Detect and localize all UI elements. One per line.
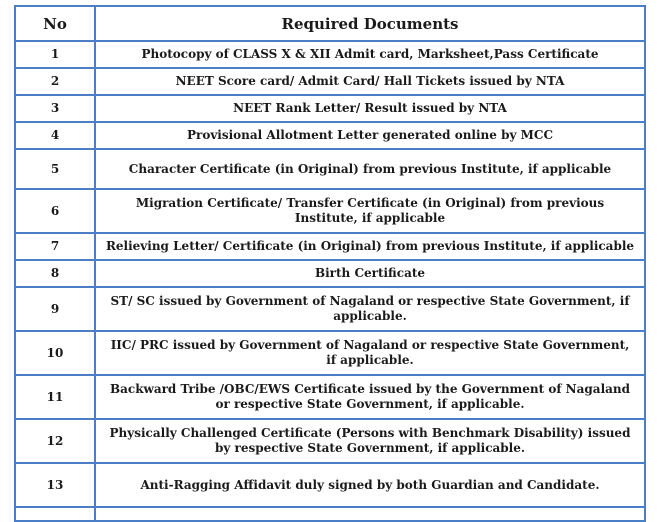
row-number: 1	[15, 41, 95, 68]
table-row	[15, 419, 645, 463]
row-number: 10	[15, 331, 95, 375]
table-row	[15, 233, 645, 260]
row-document: Physically Challenged Certificate (Persons with Benchmark Disability) issued by respective State Government, if applicable.	[95, 419, 645, 463]
row-number: 9	[15, 287, 95, 331]
table-row	[15, 41, 645, 68]
table-row	[15, 95, 645, 122]
table-row	[15, 331, 645, 375]
row-document: NEET Rank Letter/ Result issued by NTA	[95, 95, 645, 122]
header-no: No	[15, 6, 95, 41]
row-number: 3	[15, 95, 95, 122]
row-document: Backward Tribe /OBC/EWS Certificate issued by the Government of Nagaland or respective State Government, if applicable.	[95, 375, 645, 419]
row-document: Photocopy of CLASS X & XII Admit card, Marksheet,Pass Certificate	[95, 41, 645, 68]
row-document: Anti-Ragging Affidavit duly signed by both Guardian and Candidate.	[95, 463, 645, 507]
row-document: Birth Certificate	[95, 260, 645, 287]
row-number: 5	[15, 149, 95, 189]
table-row	[15, 122, 645, 149]
table-row	[15, 287, 645, 331]
row-number: 11	[15, 375, 95, 419]
row-number: 13	[15, 463, 95, 507]
header-required-documents: Required Documents	[95, 6, 645, 41]
row-document: NEET Score card/ Admit Card/ Hall Tickets issued by NTA	[95, 68, 645, 95]
row-number-empty	[15, 507, 95, 521]
table-row	[15, 260, 645, 287]
table-row	[15, 463, 645, 507]
table-row	[15, 375, 645, 419]
required-documents-table	[14, 5, 646, 522]
table-header-row	[15, 6, 645, 41]
table-row-partial	[15, 507, 645, 521]
row-document: Migration Certificate/ Transfer Certificate (in Original) from previous Institute, if applicable	[95, 189, 645, 233]
table-row	[15, 68, 645, 95]
row-document: IIC/ PRC issued by Government of Nagaland or respective State Government, if applicable.	[95, 331, 645, 375]
table-row	[15, 149, 645, 189]
row-number: 12	[15, 419, 95, 463]
row-number: 2	[15, 68, 95, 95]
row-document: Character Certificate (in Original) from previous Institute, if applicable	[95, 149, 645, 189]
row-document: Relieving Letter/ Certificate (in Original) from previous Institute, if applicable	[95, 233, 645, 260]
row-document: Provisional Allotment Letter generated online by MCC	[95, 122, 645, 149]
row-document: ST/ SC issued by Government of Nagaland or respective State Government, if applicable.	[95, 287, 645, 331]
row-number: 7	[15, 233, 95, 260]
row-number: 8	[15, 260, 95, 287]
table-row	[15, 189, 645, 233]
row-number: 6	[15, 189, 95, 233]
row-document-empty	[95, 507, 645, 521]
row-number: 4	[15, 122, 95, 149]
